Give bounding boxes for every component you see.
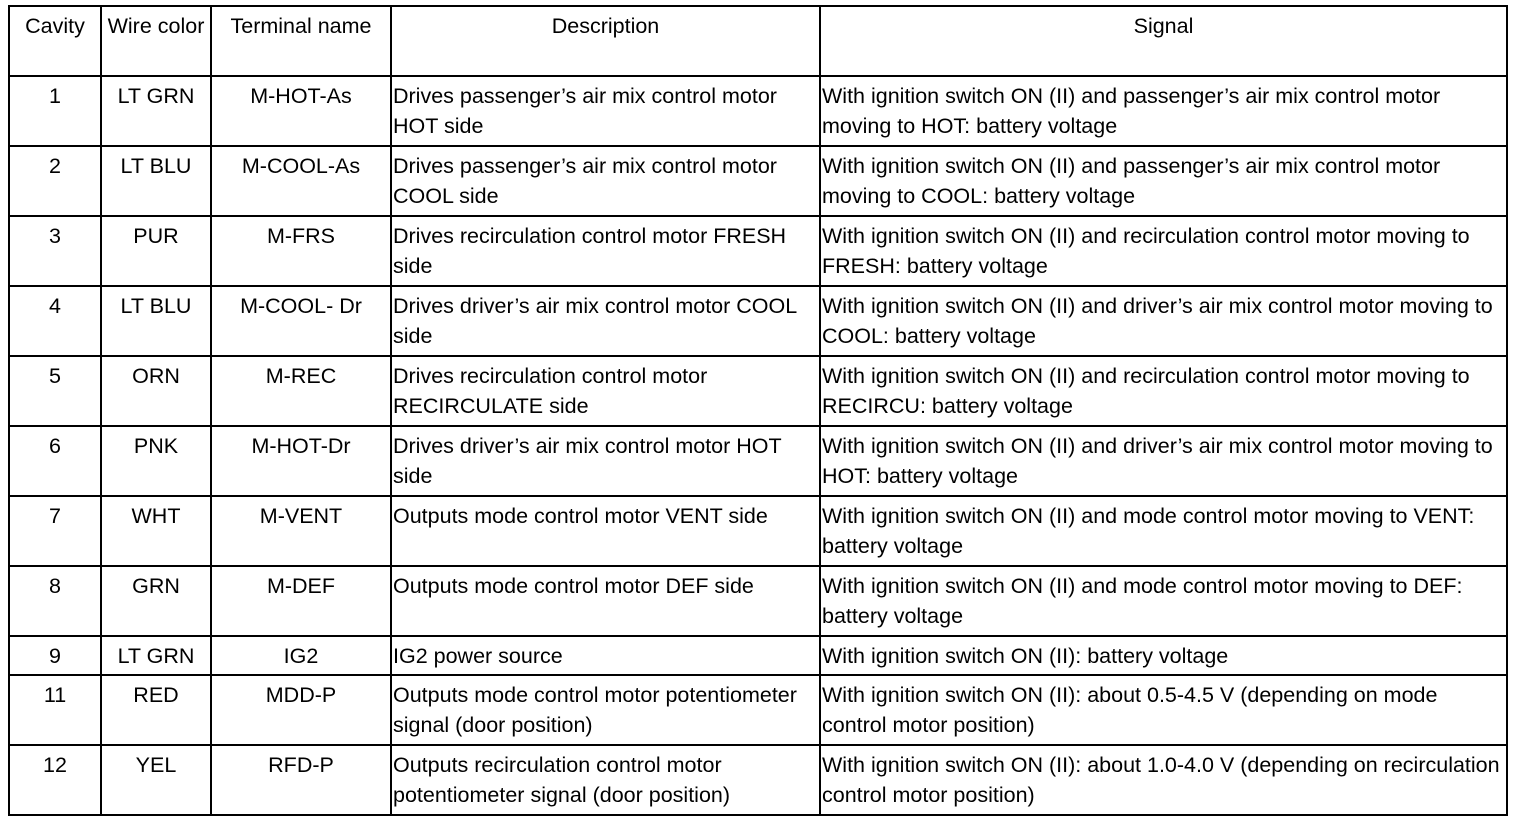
wire-color-cell: WHT xyxy=(101,496,211,566)
wire-color-cell: PNK xyxy=(101,426,211,496)
header-terminal-name: Terminal name xyxy=(211,6,391,76)
signal-cell: With ignition switch ON (II) and mode control motor moving to DEF: battery voltage xyxy=(820,566,1507,636)
cavity-cell: 11 xyxy=(9,675,101,745)
table-row xyxy=(9,745,1507,815)
cavity-cell: 12 xyxy=(9,745,101,815)
description-cell: Drives recirculation control motor FRESH side xyxy=(391,216,820,286)
wire-color-cell: LT BLU xyxy=(101,146,211,216)
cavity-cell: 2 xyxy=(9,146,101,216)
wire-color-cell: LT BLU xyxy=(101,286,211,356)
wire-color-cell: ORN xyxy=(101,356,211,426)
table-row xyxy=(9,146,1507,216)
header-wire-color: Wire color xyxy=(101,6,211,76)
description-cell: Drives passenger’s air mix control motor HOT side xyxy=(391,76,820,146)
terminal-name-cell: M-FRS xyxy=(211,216,391,286)
wire-color-cell: RED xyxy=(101,675,211,745)
cavity-cell: 8 xyxy=(9,566,101,636)
description-cell: Drives driver’s air mix control motor HOT side xyxy=(391,426,820,496)
wire-color-cell: YEL xyxy=(101,745,211,815)
signal-cell: With ignition switch ON (II) and recirculation control motor moving to RECIRCU: battery voltage xyxy=(820,356,1507,426)
table-row xyxy=(9,496,1507,566)
signal-cell: With ignition switch ON (II) and passenger’s air mix control motor moving to HOT: battery voltage xyxy=(820,76,1507,146)
wire-color-cell: LT GRN xyxy=(101,76,211,146)
terminal-name-cell: M-DEF xyxy=(211,566,391,636)
description-cell: Outputs mode control motor VENT side xyxy=(391,496,820,566)
terminal-name-cell: M-COOL- Dr xyxy=(211,286,391,356)
header-description: Description xyxy=(391,6,820,76)
terminal-name-cell: IG2 xyxy=(211,636,391,675)
cavity-cell: 3 xyxy=(9,216,101,286)
table-row xyxy=(9,216,1507,286)
header-signal: Signal xyxy=(820,6,1507,76)
wire-color-cell: PUR xyxy=(101,216,211,286)
cavity-cell: 9 xyxy=(9,636,101,675)
signal-cell: With ignition switch ON (II) and driver’s air mix control motor moving to COOL: battery voltage xyxy=(820,286,1507,356)
table-row xyxy=(9,426,1507,496)
table-row xyxy=(9,675,1507,745)
signal-cell: With ignition switch ON (II) and passenger’s air mix control motor moving to COOL: battery voltage xyxy=(820,146,1507,216)
wire-color-cell: GRN xyxy=(101,566,211,636)
terminal-name-cell: M-VENT xyxy=(211,496,391,566)
description-cell: IG2 power source xyxy=(391,636,820,675)
description-cell: Drives driver’s air mix control motor COOL side xyxy=(391,286,820,356)
cavity-cell: 7 xyxy=(9,496,101,566)
terminal-name-cell: M-COOL-As xyxy=(211,146,391,216)
table-row xyxy=(9,286,1507,356)
table-row xyxy=(9,356,1507,426)
terminal-name-cell: M-REC xyxy=(211,356,391,426)
connector-terminal-table xyxy=(8,5,1508,816)
description-cell: Drives passenger’s air mix control motor COOL side xyxy=(391,146,820,216)
terminal-name-cell: M-HOT-Dr xyxy=(211,426,391,496)
header-cavity: Cavity xyxy=(9,6,101,76)
table-row xyxy=(9,76,1507,146)
cavity-cell: 6 xyxy=(9,426,101,496)
signal-cell: With ignition switch ON (II): about 1.0-4.0 V (depending on recirculation control motor position) xyxy=(820,745,1507,815)
signal-cell: With ignition switch ON (II) and driver’s air mix control motor moving to HOT: battery voltage xyxy=(820,426,1507,496)
connector-table-container xyxy=(8,5,1506,816)
wire-color-cell: LT GRN xyxy=(101,636,211,675)
terminal-name-cell: MDD-P xyxy=(211,675,391,745)
table-header-row xyxy=(9,6,1507,76)
signal-cell: With ignition switch ON (II) and mode control motor moving to VENT: battery voltage xyxy=(820,496,1507,566)
cavity-cell: 1 xyxy=(9,76,101,146)
terminal-name-cell: M-HOT-As xyxy=(211,76,391,146)
terminal-name-cell: RFD-P xyxy=(211,745,391,815)
description-cell: Outputs mode control motor DEF side xyxy=(391,566,820,636)
signal-cell: With ignition switch ON (II): battery voltage xyxy=(820,636,1507,675)
description-cell: Outputs recirculation control motor potentiometer signal (door position) xyxy=(391,745,820,815)
description-cell: Drives recirculation control motor RECIRCULATE side xyxy=(391,356,820,426)
description-cell: Outputs mode control motor potentiometer signal (door position) xyxy=(391,675,820,745)
signal-cell: With ignition switch ON (II): about 0.5-4.5 V (depending on mode control motor position) xyxy=(820,675,1507,745)
cavity-cell: 4 xyxy=(9,286,101,356)
cavity-cell: 5 xyxy=(9,356,101,426)
table-row xyxy=(9,566,1507,636)
table-row xyxy=(9,636,1507,675)
signal-cell: With ignition switch ON (II) and recirculation control motor moving to FRESH: battery voltage xyxy=(820,216,1507,286)
